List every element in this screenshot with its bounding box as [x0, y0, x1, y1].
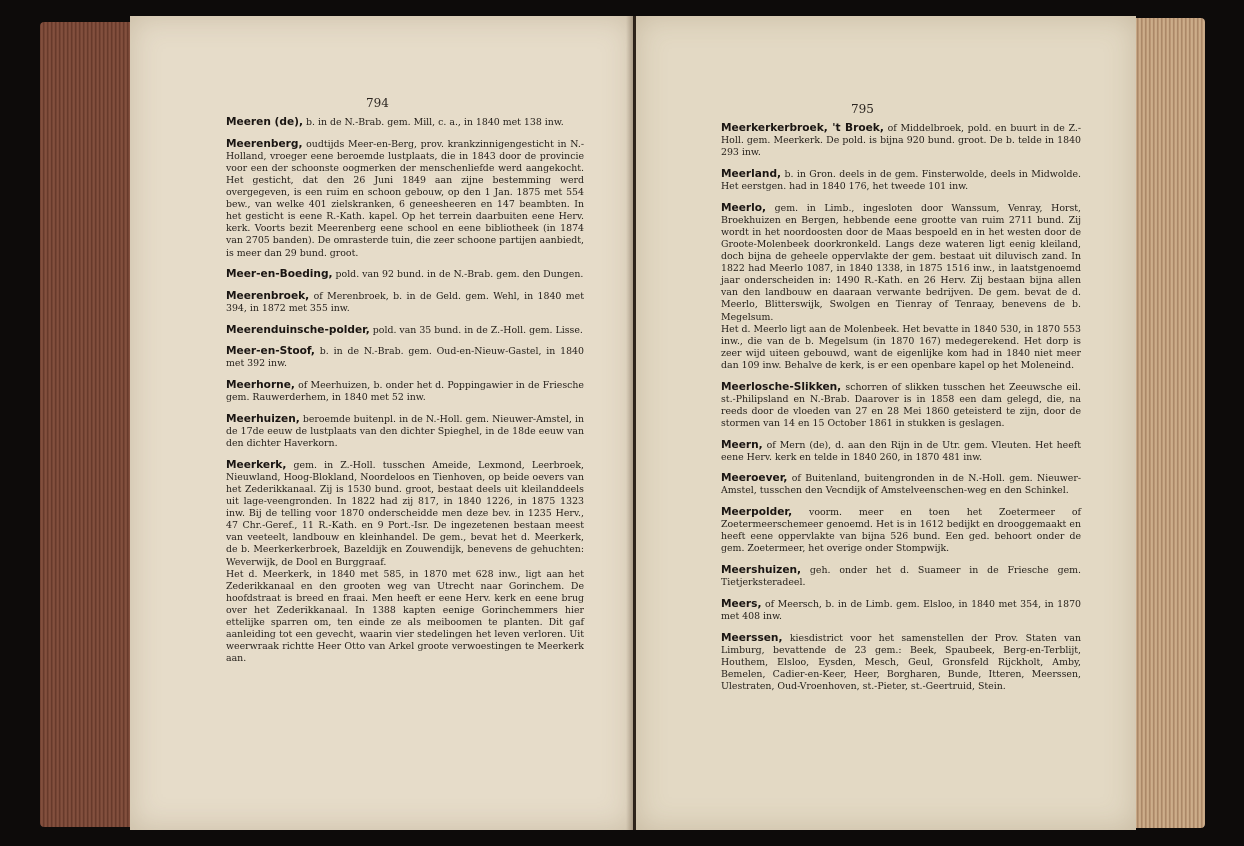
- dictionary-entry: [226, 116, 584, 129]
- right-page-entries: [721, 122, 1081, 702]
- entry-text: schorren of slikken tusschen het Zeeuwsche eil. st.-Philipsland en N.-Brab. Daarover is in 1858 een dam gelegd, die, na reeds door de vloeden van 27 en 28 Mei 1860 geteisterd te zijn, door de stormen van 14 en 15 October 1861 in stukken is geslagen.: [721, 381, 1081, 429]
- dictionary-entry: [721, 381, 1081, 430]
- left-page-edges: [40, 22, 135, 827]
- dictionary-entry: [721, 122, 1081, 159]
- right-page: [636, 16, 1136, 830]
- entry-headword: Meerhorne,: [226, 379, 295, 392]
- open-book: [40, 10, 1205, 836]
- entry-headword: Meeroever,: [721, 472, 788, 485]
- entry-headword: Meerkerk,: [226, 458, 287, 471]
- entry-text: of Merenbroek, b. in de Geld. gem. Wehl, in 1840 met 394, in 1872 met 355 inw.: [226, 290, 584, 314]
- entry-headword: Meer-en-Stoof,: [226, 345, 315, 358]
- entry-headword: Meeren (de),: [226, 116, 304, 128]
- entry-text: of Middelbroek, pold. en buurt in de Z.-Holl. gem. Meerkerk. De pold. is bijna 920 bund. groot. De b. telde in 1840 293 inw.: [721, 123, 1081, 159]
- entry-headword: Meerlosche-Slikken,: [721, 380, 842, 393]
- dictionary-entry: [721, 439, 1081, 464]
- entry-headword: Meerlo,: [721, 201, 767, 214]
- dictionary-entry: [721, 506, 1081, 555]
- entry-headword: Meerenberg,: [226, 137, 303, 150]
- entry-headword: Meer-en-Boeding,: [226, 268, 333, 281]
- entry-text: of Mern (de), d. aan den Rijn in de Utr. gem. Vleuten. Het heeft eene Herv. kerk en telde in 1840 260, in 1870 481 inw.: [721, 439, 1081, 463]
- dictionary-entry: [721, 632, 1081, 693]
- entry-text: of Buitenland, buitengronden in de N.-Holl. gem. Nieuwer-Amstel, tusschen den Vecndijk of Amstelveenschen-weg en den Schinkel.: [721, 473, 1081, 497]
- entry-text: pold. van 92 bund. in de N.-Brab. gem. den Dungen.: [332, 269, 584, 281]
- entry-headword: Meerenduinsche-polder,: [226, 323, 370, 336]
- dictionary-entry: [226, 379, 584, 404]
- entry-text: oudtijds Meer-en-Berg, prov. krankzinnigengesticht in N.-Holland, vroeger eene beroemde lustplaats, die in 1843 door de provincie voor een der schoonste oogmerken der menschenliefde werd aangekocht. Het gesticht, dat den 26 Juni 1849 aan zijne bestemming werd overgegeven, is een ruim en schoon gebouw, op den 1 Jan. 1875 met 554 bew., van welke 401 zielskranken, 6 geneesheeren en 147 beambten. In het gesticht is eene R.-Kath. kapel. Op het terrein daarbuiten eene Herv. kerk. Voorts bezit Meerenberg eene school en eene bibliotheek (in 1874 van 2705 banden). De omrasterde tuin, die zeer schoone partijen aanbiedt, is meer dan 29 bund. groot.: [226, 138, 584, 259]
- entry-text: gem. in Z.-Holl. tusschen Ameide, Lexmond, Leerbroek, Nieuwland, Hoog-Blokland, Noordeloos en Tienhoven, op beide oevers van het Zederikkanaal. Zij is 1530 bund. groot, bestaat deels uit kleilanddeels uit lage-veengronden. In 1822 had zij 817, in 1840 1226, in 1875 1323 inw. Bij de telling voor 1870 onderscheidde men deze bev. in 1235 Herv., 47 Chr.-Geref., 11 R.-Kath. en 9 Port.-Isr. De ingezetenen bestaan meest van veeteelt, landbouw en kleinhandel. De gem., bevat het d. Meerkerk, de b. Meerkerkerbroek, Bazeldijk en Zouwendijk, benevens de gehuchten: Weverwijk, de Dool en Burggraaf. Het d. Meerkerk, in 1840 met 585, in 1870 met 628 inw., ligt aan het Zederikkanaal en den grooten weg van Utrecht naar Gorinchem. De hoofdstraat is breed en fraai. Men heeft er eene Herv. kerk en eene brug over het Zederikkanaal. In 1388 kapten eenige Gorinchemmers hier ettelijke sparren om, ten einde ze als meiboomen te planten. Dit gaf aanleiding tot een gevecht, waarin vier stedelingen het leven verloren. Uit weerwraak richtte Heer Otto van Arkel groote verwoestingen te Meerkerk aan.: [226, 459, 584, 665]
- entry-text: b. in de N.-Brab. gem. Mill, c. a., in 1840 met 138 inw.: [303, 117, 564, 128]
- entry-headword: Meershuizen,: [721, 564, 802, 577]
- dictionary-entry: [226, 138, 584, 260]
- entry-headword: Meerhuizen,: [226, 412, 300, 425]
- left-page-number: 794: [366, 96, 389, 110]
- entry-headword: Meerkerkerbroek, 't Broek,: [721, 122, 884, 134]
- entry-text: voorm. meer en toen het Zoetermeer of Zoetermeerschemeer genoemd. Het is in 1612 bedijkt en drooggemaakt en heeft eene oppervlakte van bijna 526 bund. Een ged. behoort onder de gem. Zoetermeer, het overige onder Stompwijk.: [721, 507, 1081, 555]
- dictionary-entry: [721, 598, 1081, 623]
- entry-text: of Meersch, b. in de Limb. gem. Elsloo, in 1840 met 354, in 1870 met 408 inw.: [721, 598, 1081, 622]
- entry-text: b. in de N.-Brab. gem. Oud-en-Nieuw-Gastel, in 1840 met 392 inw.: [226, 346, 584, 370]
- entry-headword: Meerssen,: [721, 631, 783, 644]
- dictionary-entry: [721, 564, 1081, 589]
- entry-headword: Meerland,: [721, 167, 782, 180]
- dictionary-entry: [721, 472, 1081, 497]
- dictionary-entry: [226, 413, 584, 450]
- right-page-number: 795: [851, 102, 874, 116]
- dictionary-entry: [226, 324, 584, 337]
- dictionary-entry: [226, 290, 584, 315]
- entry-text: kiesdistrict voor het samenstellen der Prov. Staten van Limburg, bevattende de 23 gem.: Beek, Spaubeek, Berg-en-Terblijt, Houthem, Elsloo, Eysden, Mesch, Geul, Gronsfeld Rijckholt, Amby, Bemelen, Cadier-en-Keer, Heer, Borgharen, Bunde, Itteren, Meerssen, Ulestraten, Oud-Vroenhoven, st.-Pieter, st.-Geertruid, Stein.: [721, 632, 1081, 692]
- entry-headword: Meerenbroek,: [226, 289, 310, 302]
- dictionary-entry: [226, 268, 584, 281]
- dictionary-entry: [721, 202, 1081, 372]
- right-page-edges: [1130, 18, 1205, 828]
- entry-headword: Meern,: [721, 438, 763, 451]
- entry-headword: Meers,: [721, 597, 762, 610]
- dictionary-entry: [226, 459, 584, 666]
- entry-text: b. in Gron. deels in de gem. Finsterwolde, deels in Midwolde. Het eerstgen. had in 1840 176, het tweede 101 inw.: [721, 168, 1081, 192]
- left-page: [130, 16, 633, 830]
- dictionary-entry: [721, 168, 1081, 193]
- entry-text: of Meerhuizen, b. onder het d. Poppingawier in de Friesche gem. Rauwerderhem, in 1840 met 52 inw.: [226, 380, 584, 404]
- entry-headword: Meerpolder,: [721, 506, 793, 519]
- entry-text: pold. van 35 bund. in de Z.-Holl. gem. Lisse.: [369, 324, 583, 336]
- entry-text: beroemde buitenpl. in de N.-Holl. gem. Nieuwer-Amstel, in de 17de eeuw de lustplaats van den dichter Spieghel, in de 18de eeuw van den dichter Haverkorn.: [226, 413, 584, 450]
- entry-text: geh. onder het d. Suameer in de Friesche gem. Tietjerksteradeel.: [721, 565, 1081, 589]
- dictionary-entry: [226, 345, 584, 370]
- entry-text: gem. in Limb., ingesloten door Wanssum, Venray, Horst, Broekhuizen en Bergen, hebbende eene grootte van ruim 2711 bund. Zij wordt in het noordoosten door de Maas bespoeld en in het westen door de Groote-Molenbeek doorkronkeld. Langs deze wateren ligt eenig kleiland, doch bijna de geheele oppervlakte der gem. bestaat uit diluvisch zand. In 1822 had Meerlo 1087, in 1840 1338, in 1875 1516 inw., in laatstgenoemd jaar onderscheiden in: 1490 R.-Kath. en 26 Herv. Zij bestaan bijna allen van den landbouw en daaraan verwante bedrijven. De gem. bevat de d. Meerlo, Blitterswijk, Swolgen en Tienray of Tenraay, benevens de b. Megelsum. Het d. Meerlo ligt aan de Molenbeek. Het bevatte in 1840 530, in 1870 553 inw., die van de b. Megelsum (in 1870 167) medegerekend. Het dorp is zeer wijd uiteen gebouwd, want de eigenlijke kom had in 1840 niet meer dan 109 inw. Behalve de kerk, is er een openbare kapel op het Moleneind.: [721, 202, 1081, 371]
- left-page-entries: [226, 116, 584, 674]
